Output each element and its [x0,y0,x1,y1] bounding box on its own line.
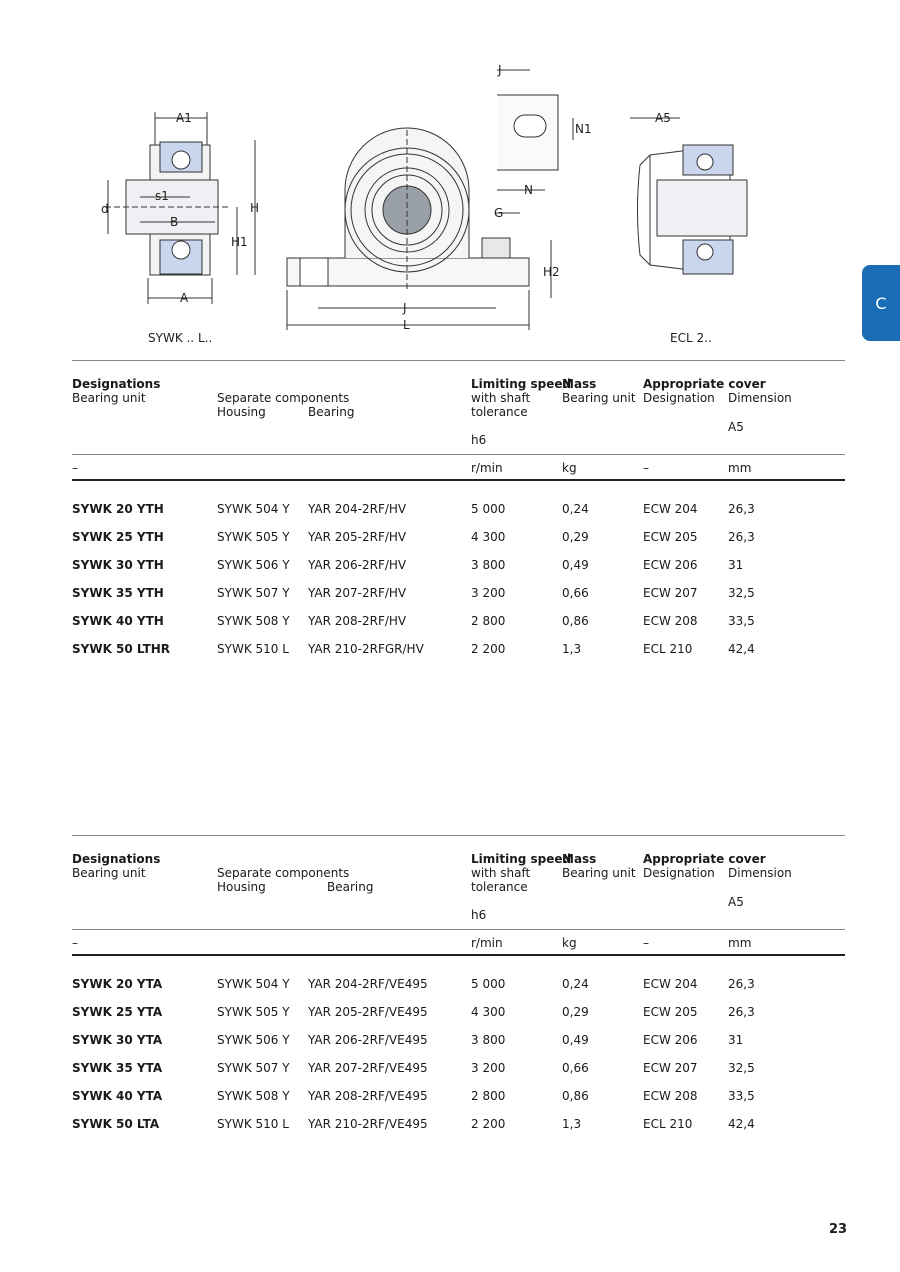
dim-label-s1: s1 [155,189,169,203]
row-cover: ECW 207 [643,1061,698,1075]
row-a5: 32,5 [728,586,755,600]
row-speed: 3 800 [471,558,506,572]
row-speed: 2 200 [471,642,506,656]
header-with-shaft: with shaft [471,391,531,405]
row-mass: 0,24 [562,977,589,991]
row-mass: 0,29 [562,530,589,544]
row-housing: SYWK 506 Y [217,1033,290,1047]
row-housing: SYWK 504 Y [217,502,290,516]
row-housing: SYWK 505 Y [217,1005,290,1019]
row-housing: SYWK 507 Y [217,1061,290,1075]
header-bearing: Bearing [308,405,355,419]
header-h6: h6 [471,908,487,922]
header-appropriate-cover: Appropriate cover [643,377,766,391]
row-unit: SYWK 30 YTH [72,558,164,572]
unit-dash-2: – [643,461,649,475]
row-a5: 42,4 [728,642,755,656]
end-cover-drawing [630,118,747,274]
row-unit: SYWK 50 LTHR [72,642,171,656]
header-rule [72,454,845,455]
header-appropriate-cover: Appropriate cover [643,852,766,866]
row-unit: SYWK 20 YTA [72,977,163,991]
header-designations: Designations [72,377,161,391]
row-a5: 26,3 [728,977,755,991]
row-a5: 26,3 [728,502,755,516]
row-unit: SYWK 20 YTH [72,502,164,516]
row-mass: 1,3 [562,1117,582,1131]
row-unit: SYWK 25 YTA [72,1005,163,1019]
row-bearing: YAR 208-2RF/VE495 [308,1089,428,1103]
header-mass-bearing-unit: Bearing unit [562,866,636,880]
row-a5: 26,3 [728,1005,755,1019]
row-housing: SYWK 506 Y [217,558,290,572]
row-unit: SYWK 40 YTA [72,1089,163,1103]
row-speed: 2 800 [471,1089,506,1103]
header-mass: Mass [562,852,597,866]
row-bearing: YAR 206-2RF/HV [308,558,407,572]
row-bearing: YAR 205-2RF/HV [308,530,407,544]
dim-label-j-top: J [498,63,502,77]
row-speed: 4 300 [471,1005,506,1019]
slot-detail-drawing [497,70,573,190]
row-speed: 2 200 [471,1117,506,1131]
section-tab [862,265,900,341]
header-separate-components: Separate components [217,391,350,405]
row-unit: SYWK 30 YTA [72,1033,163,1047]
row-cover: ECW 206 [643,1033,698,1047]
header-dimension: Dimension [728,391,792,405]
table-stainless-units [72,835,845,1135]
header-a5: A5 [728,895,744,909]
row-cover: ECW 204 [643,977,698,991]
dim-label-h2: H2 [543,265,560,279]
header-bearing-unit: Bearing unit [72,866,146,880]
units-rule [72,479,845,481]
row-cover: ECW 208 [643,614,698,628]
row-housing: SYWK 510 L [217,1117,289,1131]
dim-label-n: N [524,183,533,197]
header-designation: Designation [643,391,715,405]
dim-label-n1: N1 [575,122,592,136]
header-rule [72,929,845,930]
drawing-caption-right: ECL 2.. [670,331,712,345]
row-mass: 0,24 [562,502,589,516]
row-unit: SYWK 40 YTH [72,614,164,628]
row-speed: 3 200 [471,586,506,600]
unit-mm: mm [728,461,752,475]
dim-label-a1: A1 [176,111,192,125]
unit-kg: kg [562,936,577,950]
dim-label-d: d [101,202,109,216]
row-cover: ECL 210 [643,642,693,656]
row-a5: 31 [728,1033,744,1047]
header-limiting-speed: Limiting speed [471,377,572,391]
row-cover: ECW 208 [643,1089,698,1103]
row-speed: 3 800 [471,1033,506,1047]
header-tolerance: tolerance [471,880,528,894]
row-speed: 2 800 [471,614,506,628]
row-mass: 0,86 [562,1089,589,1103]
row-mass: 0,49 [562,1033,589,1047]
header-designation: Designation [643,866,715,880]
header-a5: A5 [728,420,744,434]
header-mass: Mass [562,377,597,391]
row-bearing: YAR 210-2RF/VE495 [308,1117,428,1131]
sectional-view-drawing [105,112,255,304]
unit-dash-1: – [72,936,78,950]
row-mass: 0,86 [562,614,589,628]
row-speed: 3 200 [471,1061,506,1075]
dim-label-b: B [170,215,179,229]
row-bearing: YAR 208-2RF/HV [308,614,407,628]
dim-label-h1: H1 [231,235,248,249]
unit-kg: kg [562,461,577,475]
row-housing: SYWK 508 Y [217,614,290,628]
row-unit: SYWK 25 YTH [72,530,164,544]
dim-label-l: L [403,318,410,332]
row-bearing: YAR 207-2RF/VE495 [308,1061,428,1075]
row-bearing: YAR 204-2RF/VE495 [308,977,428,991]
row-a5: 42,4 [728,1117,755,1131]
row-cover: ECW 204 [643,502,698,516]
unit-rmin: r/min [471,461,503,475]
row-housing: SYWK 507 Y [217,586,290,600]
section-tab-label: C [875,293,887,313]
technical-drawings [0,0,900,360]
table-top-rule [72,835,845,836]
row-unit: SYWK 50 LTA [72,1117,160,1131]
dim-label-a5: A5 [655,111,671,125]
row-speed: 5 000 [471,977,506,991]
header-h6: h6 [471,433,487,447]
unit-dash-2: – [643,936,649,950]
header-mass-bearing-unit: Bearing unit [562,391,636,405]
row-unit: SYWK 35 YTH [72,586,164,600]
header-housing: Housing [217,880,266,894]
row-housing: SYWK 510 L [217,642,289,656]
header-limiting-speed: Limiting speed [471,852,572,866]
header-designations: Designations [72,852,161,866]
row-bearing: YAR 204-2RF/HV [308,502,407,516]
row-bearing: YAR 206-2RF/VE495 [308,1033,428,1047]
row-cover: ECW 205 [643,530,698,544]
unit-dash-1: – [72,461,78,475]
row-mass: 0,66 [562,586,589,600]
row-mass: 0,49 [562,558,589,572]
row-mass: 0,66 [562,1061,589,1075]
row-bearing: YAR 207-2RF/HV [308,586,407,600]
row-speed: 5 000 [471,502,506,516]
row-bearing: YAR 210-2RFGR/HV [308,642,424,656]
row-cover: ECW 207 [643,586,698,600]
drawing-caption-left: SYWK .. L.. [148,331,213,345]
header-bearing: Bearing [327,880,374,894]
header-with-shaft: with shaft [471,866,531,880]
page-number: 23 [829,1222,848,1237]
row-housing: SYWK 508 Y [217,1089,290,1103]
row-a5: 32,5 [728,1061,755,1075]
dim-label-h: H [250,201,260,215]
units-rule [72,954,845,956]
row-a5: 26,3 [728,530,755,544]
table-hybrid-units [72,360,845,660]
row-a5: 33,5 [728,1089,755,1103]
header-bearing-unit: Bearing unit [72,391,146,405]
row-cover: ECW 205 [643,1005,698,1019]
unit-rmin: r/min [471,936,503,950]
header-tolerance: tolerance [471,405,528,419]
row-unit: SYWK 35 YTA [72,1061,163,1075]
dim-label-j: J [403,301,407,315]
row-cover: ECW 206 [643,558,698,572]
header-separate-components: Separate components [217,866,350,880]
row-cover: ECL 210 [643,1117,693,1131]
row-a5: 33,5 [728,614,755,628]
row-mass: 0,29 [562,1005,589,1019]
table-top-rule [72,360,845,361]
header-dimension: Dimension [728,866,792,880]
dim-label-a: A [180,291,189,305]
dim-label-g: G [494,206,504,220]
unit-mm: mm [728,936,752,950]
row-housing: SYWK 505 Y [217,530,290,544]
row-mass: 1,3 [562,642,582,656]
row-speed: 4 300 [471,530,506,544]
row-a5: 31 [728,558,744,572]
row-bearing: YAR 205-2RF/VE495 [308,1005,428,1019]
row-housing: SYWK 504 Y [217,977,290,991]
header-housing: Housing [217,405,266,419]
